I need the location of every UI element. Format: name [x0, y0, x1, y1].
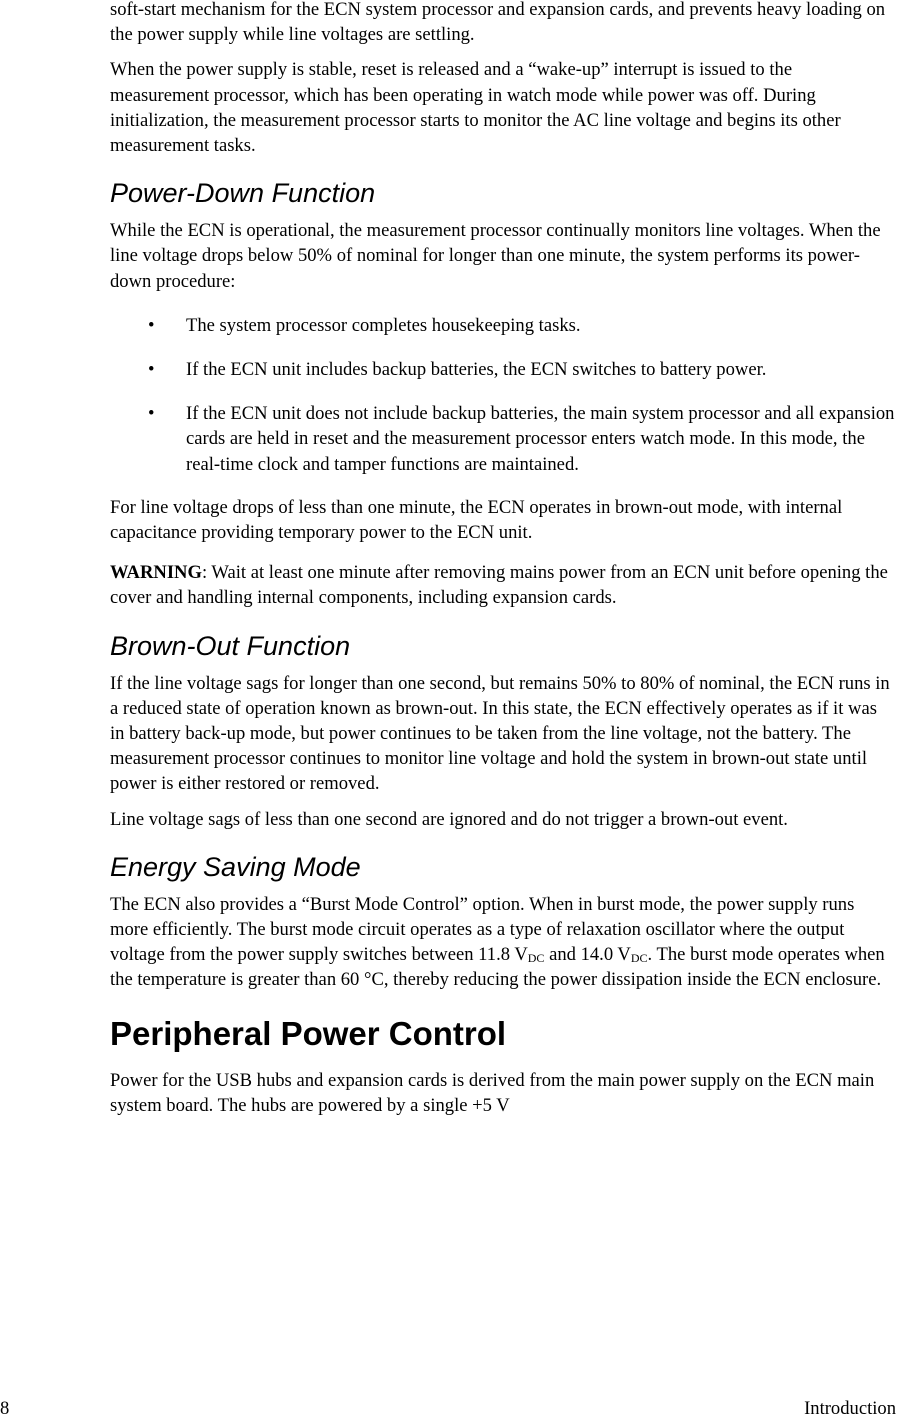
subscript-dc: DC: [630, 951, 648, 966]
intro-paragraph-1: soft-start mechanism for the ECN system processor and expansion cards, and prevents heavy loading on the power supply while line voltages are settling.: [110, 0, 886, 46]
energy-text-c: . The burst mode operates when the temperature is greater than 60 °C, thereby reducing the power dissipation inside the ECN enclosure.: [110, 944, 885, 991]
peripheral-paragraph: Power for the USB hubs and expansion cards is derived from the main power supply on the ECN main system board. The hubs are powered by a single +5 V: [110, 1069, 875, 1116]
brown-out-paragraph-1: If the line voltage sags for longer than one second, but remains 50% to 80% of nominal, the ECN runs in a reduced state of operation known as brown-out. In this state, the ECN effectively operates as if it was in battery back-up mode, but power continues to be taken from the line voltage, not the battery. The measurement processor continues to monitor line voltage and hold the system in brown-out state until power is either restored or removed.: [110, 672, 890, 795]
power-down-list: [110, 313, 895, 477]
list-item: • The system processor completes housekeeping tasks.: [110, 313, 895, 338]
energy-text-a: The ECN also provides a “Burst Mode Control” option. When in burst mode, the power supply runs more efficiently. The burst mode circuit operates as a type of relaxation oscillator where the output voltage from the power supply switches between 11.8 V: [110, 893, 855, 966]
warning-label: WARNING: [110, 562, 202, 584]
document-page: [110, 0, 895, 1118]
brown-out-heading: Brown-Out Function: [110, 630, 351, 661]
power-down-paragraph-1: While the ECN is operational, the measurement processor continually monitors line voltages. When the line voltage drops below 50% of nominal for longer than one minute, the system performs its power-down procedure:: [110, 220, 881, 292]
footer-section: Introduction: [804, 1398, 896, 1419]
list-item: • If the ECN unit includes backup batteries, the ECN switches to battery power.: [110, 357, 895, 382]
brown-out-paragraph-2: Line voltage sags of less than one second are ignored and do not trigger a brown-out event.: [110, 808, 788, 830]
energy-saving-heading: Energy Saving Mode: [110, 851, 361, 882]
warning-text: : Wait at least one minute after removing mains power from an ECN unit before opening the cover and handling internal components, including expansion cards.: [110, 562, 888, 609]
power-down-heading: Power-Down Function: [110, 178, 376, 209]
power-down-paragraph-2: For line voltage drops of less than one minute, the ECN operates in brown-out mode, with internal capacitance providing temporary power to the ECN unit.: [110, 496, 843, 544]
energy-text-b: and 14.0 V: [544, 944, 631, 966]
peripheral-power-heading: Peripheral Power Control: [110, 1014, 507, 1052]
warning-paragraph: [110, 560, 895, 610]
subscript-dc: DC: [527, 951, 545, 966]
page-number: 8: [0, 1398, 10, 1419]
energy-saving-paragraph: [110, 892, 895, 993]
intro-paragraph-2: When the power supply is stable, reset is released and a “wake-up” interrupt is issued to the measurement processor, which has been operating in watch mode while power was off. During initialization, the measurement processor starts to monitor the AC line voltage and begins its other measurement tasks.: [110, 59, 841, 157]
list-item: • If the ECN unit does not include backup batteries, the main system processor and all expansion cards are held in reset and the measurement processor enters watch mode. In this mode, the real-time clock and tamper functions are maintained.: [110, 401, 895, 477]
